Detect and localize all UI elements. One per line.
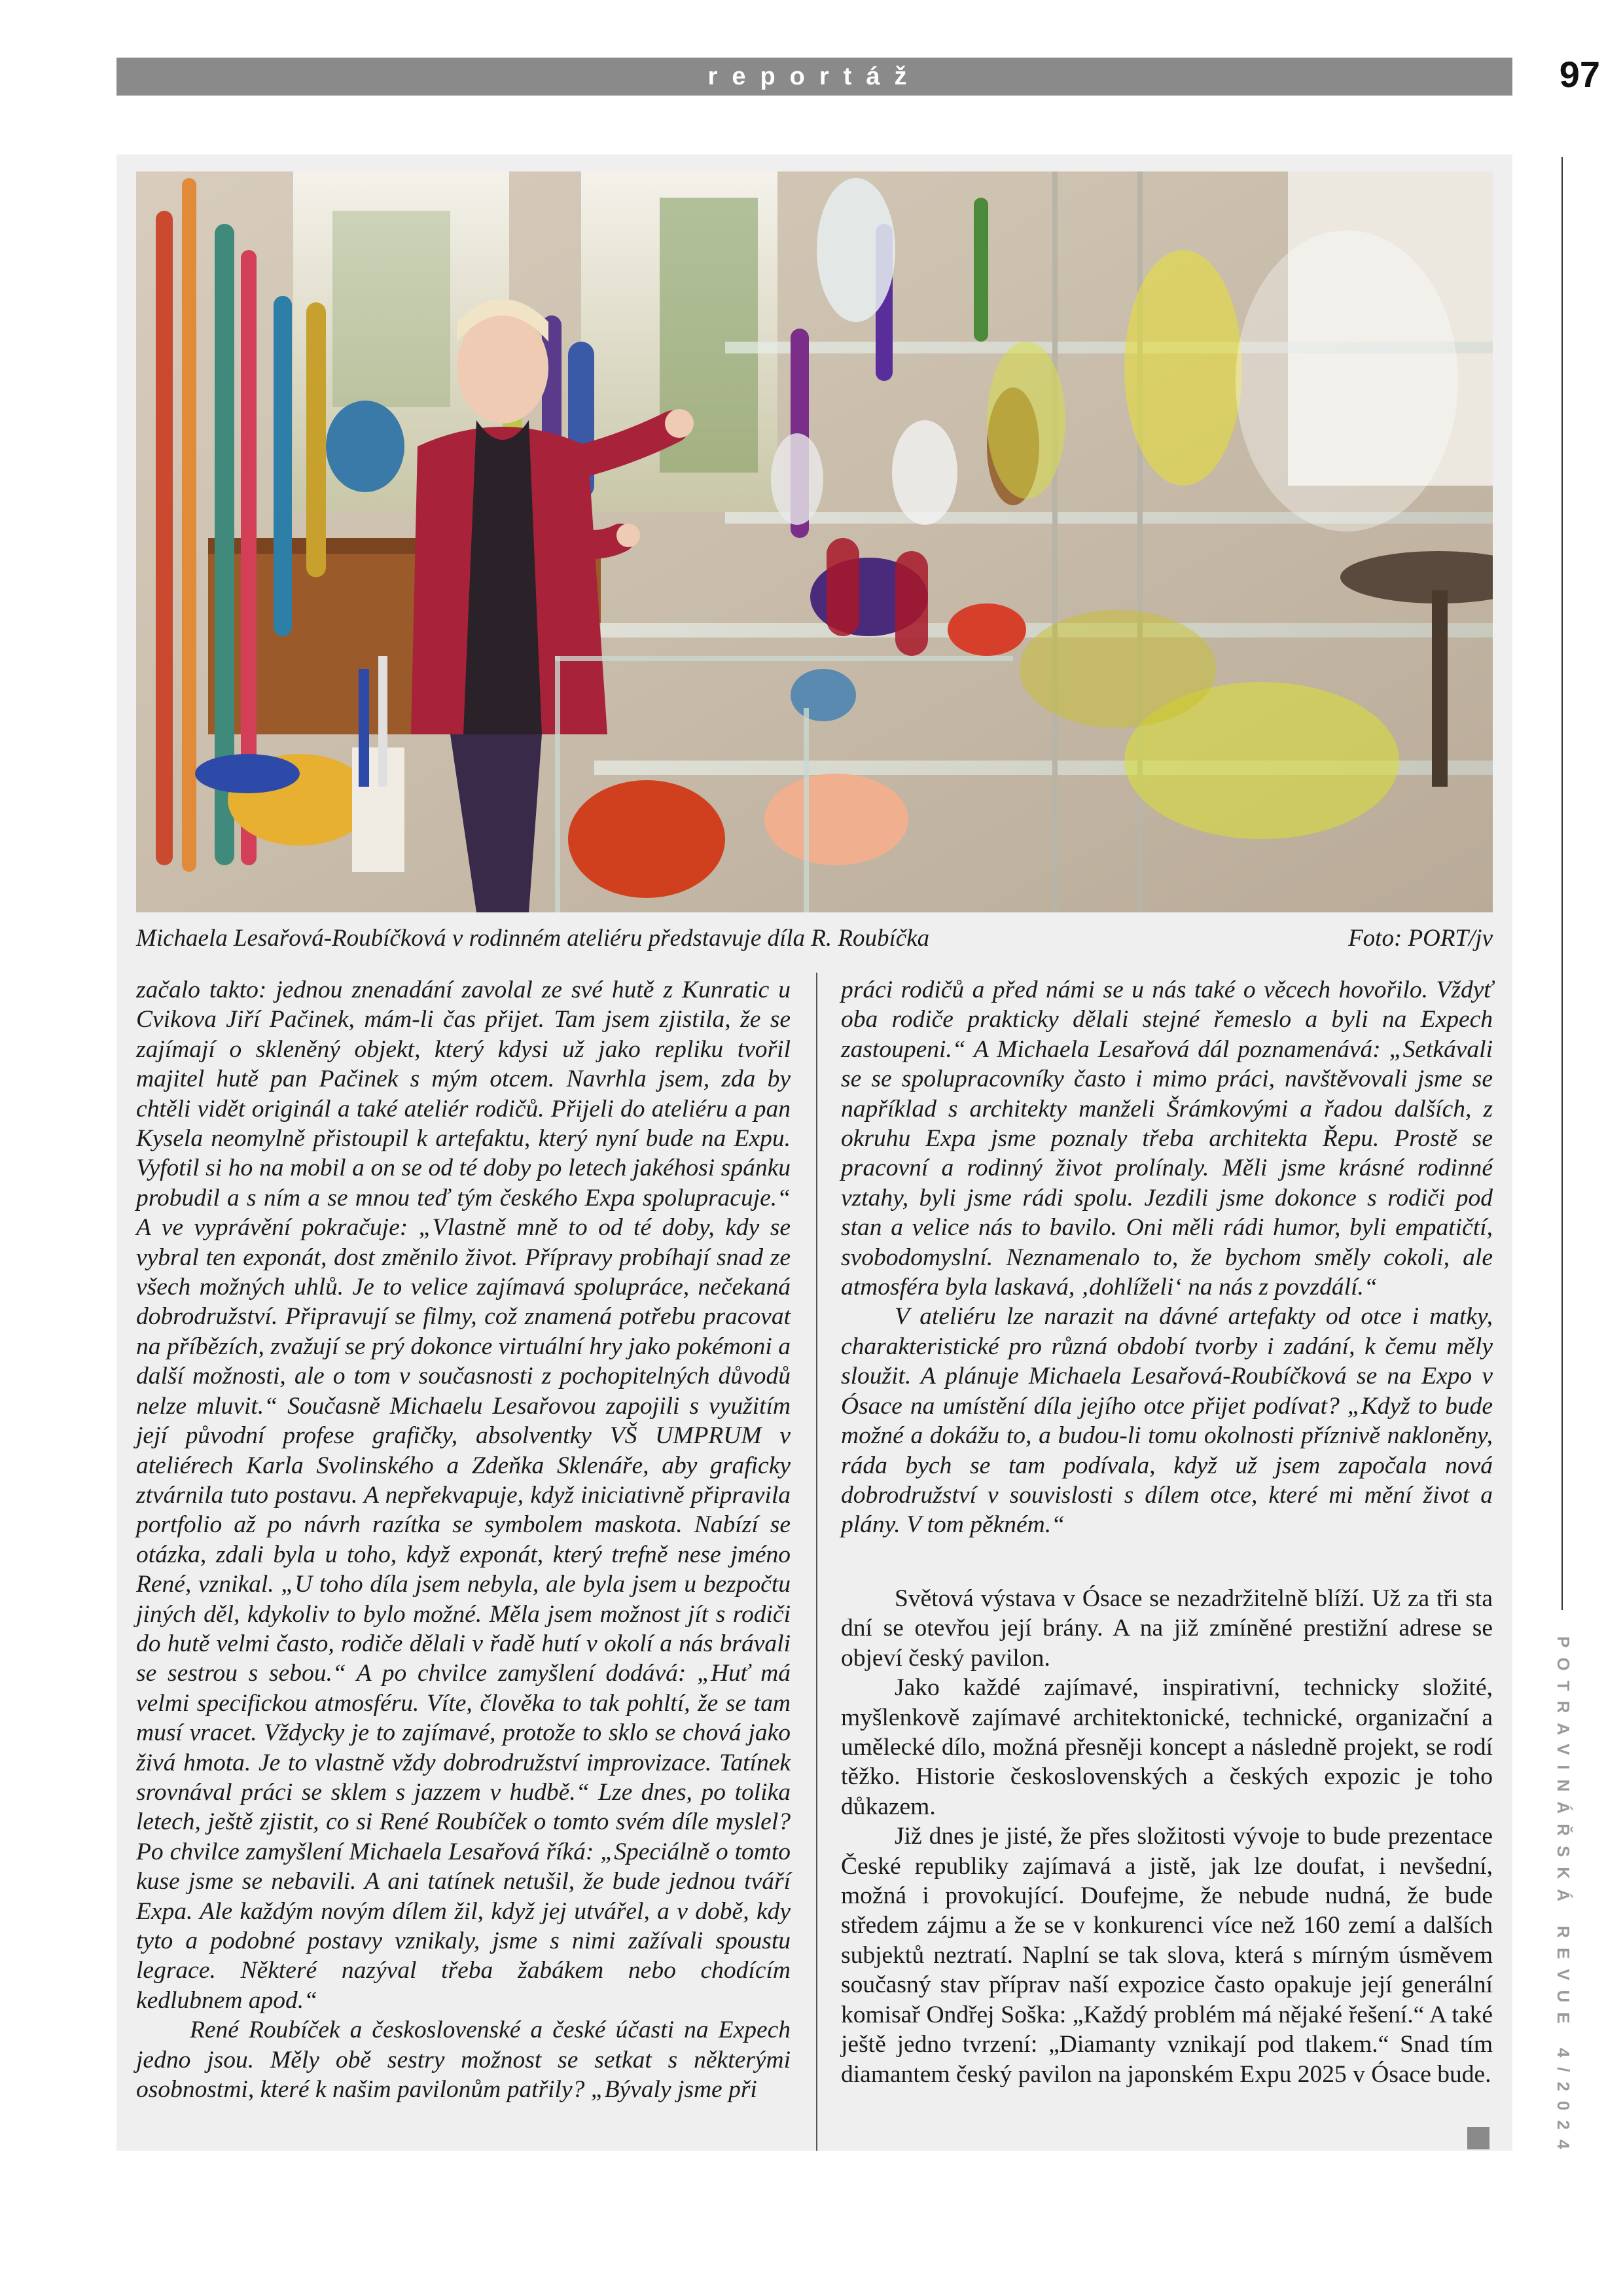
paragraph: Světová výstava v Ósace se nezadržitelně blíží. Už za tři sta dní se otevřou její brány. A na již zmíněné prestižní adrese se objeví český pavilon.: [841, 1585, 1493, 1672]
article-photo: [136, 171, 1493, 912]
paragraph: začalo takto: jednou znenadání zavolal ze své hutě z Kunratic u Cvikova Jiří Pačinek, mám-li čas přijet. Tam jsem zjistila, že se zajímají o skleněný objekt, který kdysi už jako repliku tvořil majitel hutě pan Pačinek s mým otcem. Navrhla jsem, zda by chtěli vidět originál a také ateliér rodičů. Přijeli do ateliéru a pan Kysela neomylně přistoupil k artefaktu, který nyní bude na Expu. Vyfotil si ho na mobil a on se od té doby po letech jakéhosi spánku probudil a s ním a se mnou teď tým českého Expa spolupracuje.“ A ve vyprávění pokračuje: „Vlastně mně to od té doby, kdy se vybral ten exponát, dost změnilo život. Přípravy probíhají snad ze všech možných uhlů. Je to velice zajímavá spolupráce, nečekaná dobrodružství. Připravují se filmy, což znamená potřebu pracovat na příbězích, zvažují se prý dokonce virtuální hry jako pokémoni a další možnosti, ale o tom v současnosti z pochopitelných důvodů nelze mluvit.“ Současně Michaelu Lesařovou zapojili s využitím její původní profese grafičky, absolventky VŠ UMPRUM v ateliérech Karla Svolinského a Zdeňka Sklenáře, aby graficky ztvárnila tuto postavu. A nepřekvapuje, když iniciativně připravila portfolio až po návrh razítka se symbolem maskota. Nabízí se otázka, zdali byla u toho, když exponát, který trefně nese jméno René, vznikal. „U toho díla jsem nebyla, ale byla jsem u bezpočtu jiných děl, kdykoliv to bylo možné. Měla jsem možnost jít s rodiči do hutě velmi často, rodiče dělali v řadě hutí v okolí a nás brávali se sestrou s sebou.“ A po chvilce zamyšlení dodává: „Huť má velmi specifickou atmosféru. Víte, člověka to tak pohltí, že se tam musí vracet. Vždycky je to zajímavé, protože to sklo se chová jako živá hmota. Je to vlastně vždy dobrodružství improvizace. Tatínek srovnával práci se sklem s jazzem v hudbě.“ Lze dnes, po tolika letech, ještě zjistit, co si René Roubíček o tomto svém díle myslel? Po chvilce zamyšlení Michaela Lesařová říká: „Speciálně o tomto kuse jsme se nebavili. A ani tatínek netušil, že bude jednou tváří Expa. Ale každým novým dílem žil, když jej utvářel, a v době, kdy tyto a podobné postavy vznikaly, jsme s nimi zažívali spoustu legrace. Některé nazýval třeba žabákem nebo chodícím kedlubnem apod.“: [136, 977, 791, 2014]
paragraph: V ateliéru lze narazit na dávné artefakty od otce i matky, charakteristické pro různá období tvorby i zadání, k čemu měly sloužit. A plánuje Michaela Lesařová-Roubíčková se na Expo v Ósace na umístění díla jejího otce přijet podívat? „Když to bude možné a dokážu to, a budou-li tomu okolnosti příznivě nakloněny, ráda bych se tam podívala, když už jsem započala nová dobrodružství v souvislosti s dílem otce, které mi mění život a plány. V tom pěkném.“: [841, 1303, 1493, 1539]
end-of-article-mark: [1467, 2127, 1489, 2149]
column-divider: [816, 973, 817, 2151]
paragraph: René Roubíček a československé a české účasti na Expech jedno jsou. Měly obě sestry možnost se setkat s některými osobnostmi, které k našim pavilonům patřily? „Bývaly jsme při: [136, 2017, 791, 2104]
publication-title: POTRAVINÁŘSKÁ REVUE 4/2024: [1554, 1636, 1573, 2159]
page-number: 97: [1559, 54, 1600, 95]
article-left-column: [136, 975, 791, 2104]
photo-credit: Foto: PORT/jv: [1348, 925, 1493, 952]
paragraph: Jako každé zajímavé, inspirativní, technicky složité, myšlenkově zajímavé architektonické, technické, organizační a umělecké dílo, možná přesněji koncept a následně projekt, se rodí těžko. Historie československých a českých expozic je toho důkazem.: [841, 1674, 1493, 1820]
section-label: reportáž: [707, 62, 921, 90]
article-right-column-lower: [841, 1584, 1493, 2089]
photo-illustration: [136, 171, 1493, 912]
article-right-column-upper: [841, 975, 1493, 1540]
paragraph: práci rodičů a před námi se u nás také o věcech hovořilo. Vždyť oba rodiče prakticky dělali stejné řemeslo a byli na Expech zastoupeni.“ A Michaela Lesařová dál poznamenává: „Setkávali se se spolupracovníky často i mimo práci, navštěvovali jsme se například s architekty manželi Šrámkovými a řadou dalších, z okruhu Expa jsme poznaly třeba architekta Řepu. Prostě se pracovní a rodinný život prolínaly. Měli jsme krásné rodinné vztahy, byli jsme rádi spolu. Jezdili jsme dokonce s rodiči pod stan a velice nás to bavilo. Oni měli rádi humor, byli empatičtí, svobodomyslní. Neznamenalo to, že bychom směly cokoli, ale atmosféra byla laskavá, ‚dohlíželi‘ na nás z povzdálí.“: [841, 977, 1493, 1301]
photo-caption: Michaela Lesařová-Roubíčková v rodinném ateliéru představuje díla R. Roubíčka: [136, 925, 930, 952]
margin-rule: [1561, 157, 1563, 1610]
paragraph: Již dnes je jisté, že přes složitosti vývoje to bude prezentace České republiky zajímavá a jistě, jak lze doufat, i nevšední, možná i provokující. Doufejme, že nebude nudná, že bude středem zájmu a že se v konkurenci více než 160 zemí a dalších subjektů neztratí. Naplní se tak slova, která s mírným úsměvem současný stav příprav naší expozice často opakuje její generální komisař Ondřej Soška: „Každý problém má nějaké řešení.“ A také ještě jedno tvrzení: „Diamanty vznikají pod tlakem.“ Snad tím diamantem český pavilon na japonském Expu 2025 v Ósace bude.: [841, 1823, 1493, 2088]
